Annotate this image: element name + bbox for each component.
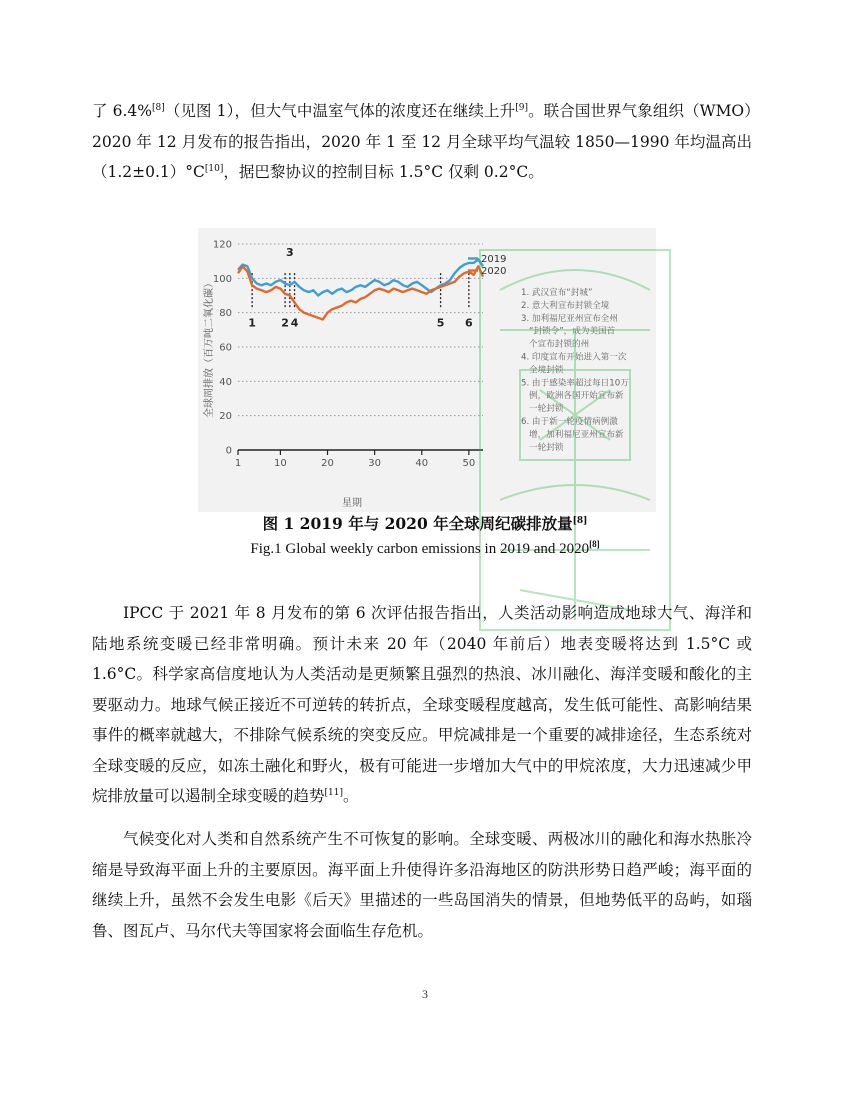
page-number: 3 xyxy=(422,987,428,1001)
x-tick-label-40: 40 xyxy=(415,458,429,469)
series-line-2020 xyxy=(238,266,483,319)
series-lines xyxy=(238,259,483,319)
marker-label-2: 2 xyxy=(281,316,289,330)
paragraph-1-text-d: ，据巴黎协议的控制目标 1.5°C 仅剩 0.2°C。 xyxy=(223,163,544,181)
caption-en-ref[interactable]: [8] xyxy=(589,539,600,549)
caption-cn-ref[interactable]: [8] xyxy=(572,516,588,526)
event-legend-line-6: 4. 印度宣布开始进入第一次 xyxy=(521,352,627,363)
y-tick-label-80: 80 xyxy=(219,308,232,320)
event-legend-line-9: 例，欧洲各国开始宣布新 xyxy=(529,391,624,402)
y-tick-label-20: 20 xyxy=(219,411,232,423)
y-tick-label-40: 40 xyxy=(219,376,232,388)
event-legend-line-10: 一轮封锁 xyxy=(529,404,564,415)
event-legend-line-2: 2. 意大利宣布封锁全境 xyxy=(521,300,610,311)
figure-caption-cn xyxy=(0,512,850,534)
event-legend-line-1: 1. 武汉宣布“封城” xyxy=(521,288,593,298)
paragraph-3 xyxy=(92,824,752,946)
x-tick-label-30: 30 xyxy=(368,458,382,469)
emissions-line-chart xyxy=(198,228,656,512)
reference-9[interactable]: [9] xyxy=(515,103,528,113)
series-line-2019 xyxy=(238,259,483,295)
paragraph-1-text-b: （见图 1），但大气中温室气体的浓度还在继续上升 xyxy=(164,102,516,120)
caption-en-text: Fig.1 Global weekly carbon emissions in 2019 and 2020 xyxy=(250,541,590,557)
reference-10[interactable]: [10] xyxy=(204,164,224,174)
caption-cn-text: 图 1 2019 年与 2020 年全球周纪碳排放量 xyxy=(262,514,573,533)
event-legend-line-8: 5. 由于感染率超过每日10万 xyxy=(521,378,629,389)
x-tick-label-50: 50 xyxy=(462,458,476,469)
x-tick-label-1: 1 xyxy=(234,458,242,469)
reference-11[interactable]: [11] xyxy=(324,788,343,798)
event-legend-line-7: 全境封锁 xyxy=(529,365,564,376)
paragraph-1-text-a: 了 6.4% xyxy=(92,102,152,120)
y-tick-label-0: 0 xyxy=(225,445,232,457)
x-tick-label-10: 10 xyxy=(274,458,287,469)
legend-label-2020: 2020 xyxy=(481,266,507,277)
y-axis-label: 全球周排放（百万吨二氧化碳） xyxy=(204,278,215,418)
event-legend-line-11: 6. 由于新一轮疫情病例激 xyxy=(521,417,618,427)
y-tick-label-100: 100 xyxy=(212,273,232,285)
marker-label-3: 3 xyxy=(285,246,294,260)
event-legend xyxy=(521,286,629,453)
paragraph-1 xyxy=(92,96,752,188)
x-axis-label: 星期 xyxy=(342,498,362,509)
marker-label-5: 5 xyxy=(436,316,445,330)
paragraph-2-end: 。 xyxy=(343,787,359,805)
paragraph-2 xyxy=(92,598,752,812)
event-legend-line-4: “封锁令”，成为美国首 xyxy=(529,326,616,337)
legend-label-2019: 2019 xyxy=(481,254,507,265)
x-tick-label-20: 20 xyxy=(321,458,334,469)
event-legend-line-12: 增，加利福尼亚州宣布新 xyxy=(529,429,624,440)
figure-1 xyxy=(198,228,656,512)
event-legend-line-3: 3. 加利福尼亚州宣布全州 xyxy=(521,313,618,324)
marker-label-1: 1 xyxy=(248,316,256,330)
y-axis-ticks xyxy=(213,240,232,457)
paragraph-3-text: 气候变化对人类和自然系统产生不可恢复的影响。全球变暖、两极冰川的融化和海水热胀冷缩是导致海平面上升的主要原因。海平面上升使得许多沿海地区的防洪形势日趋严峻；海平面的继续上升，虽然不会发生电影《后天》里描述的一些岛国消失的情景，但地势低平的岛屿，如瑙鲁、图瓦卢、马尔代夫等国家将会面临生存危机。 xyxy=(92,830,752,940)
y-tick-label-120: 120 xyxy=(212,239,232,251)
paragraph-2-text: IPCC 于 2021 年 8 月发布的第 6 次评估报告指出，人类活动影响造成地球大气、海洋和陆地系统变暖已经非常明确。预计未来 20 年（2040 年前后）地表变暖将达到 1.5°C 或 1.6°C。科学家高信度地认为人类活动是更频繁且强烈的热浪、冰川融化、海洋变暖和酸化的主要驱动力。地球气候正接近不可逆转的转折点，全球变暖程度越高，发生低可能性、高影响结果事件的概率就越大，不排除气候系统的突变反应。甲烷减排是一个重要的减排途径，生态系统对全球变暖的反应，如冻土融化和野火，极有可能进一步增加大气中的甲烷浓度，大力迅速减少甲烷排放量可以遏制全球变暖的趋势 xyxy=(92,604,752,805)
y-tick-label-60: 60 xyxy=(219,342,232,354)
grid-lines xyxy=(238,244,483,416)
figure-caption-en xyxy=(0,541,850,558)
x-axis xyxy=(235,450,483,469)
paragraph-1-text-c: 。联合国世界气象组织（WMO）2020 年 12 月发布的报告指出，2020 年 1 至 12 月全球平均气温较 1850—1990 年均温高出（1.2±0.1）°C xyxy=(92,102,752,181)
event-legend-line-5: 个宣布封锁的州 xyxy=(529,339,590,350)
marker-label-6: 6 xyxy=(465,316,473,330)
event-legend-line-13: 一轮封锁 xyxy=(529,442,564,453)
reference-8[interactable]: [8] xyxy=(152,103,165,113)
marker-label-4: 4 xyxy=(290,316,299,330)
